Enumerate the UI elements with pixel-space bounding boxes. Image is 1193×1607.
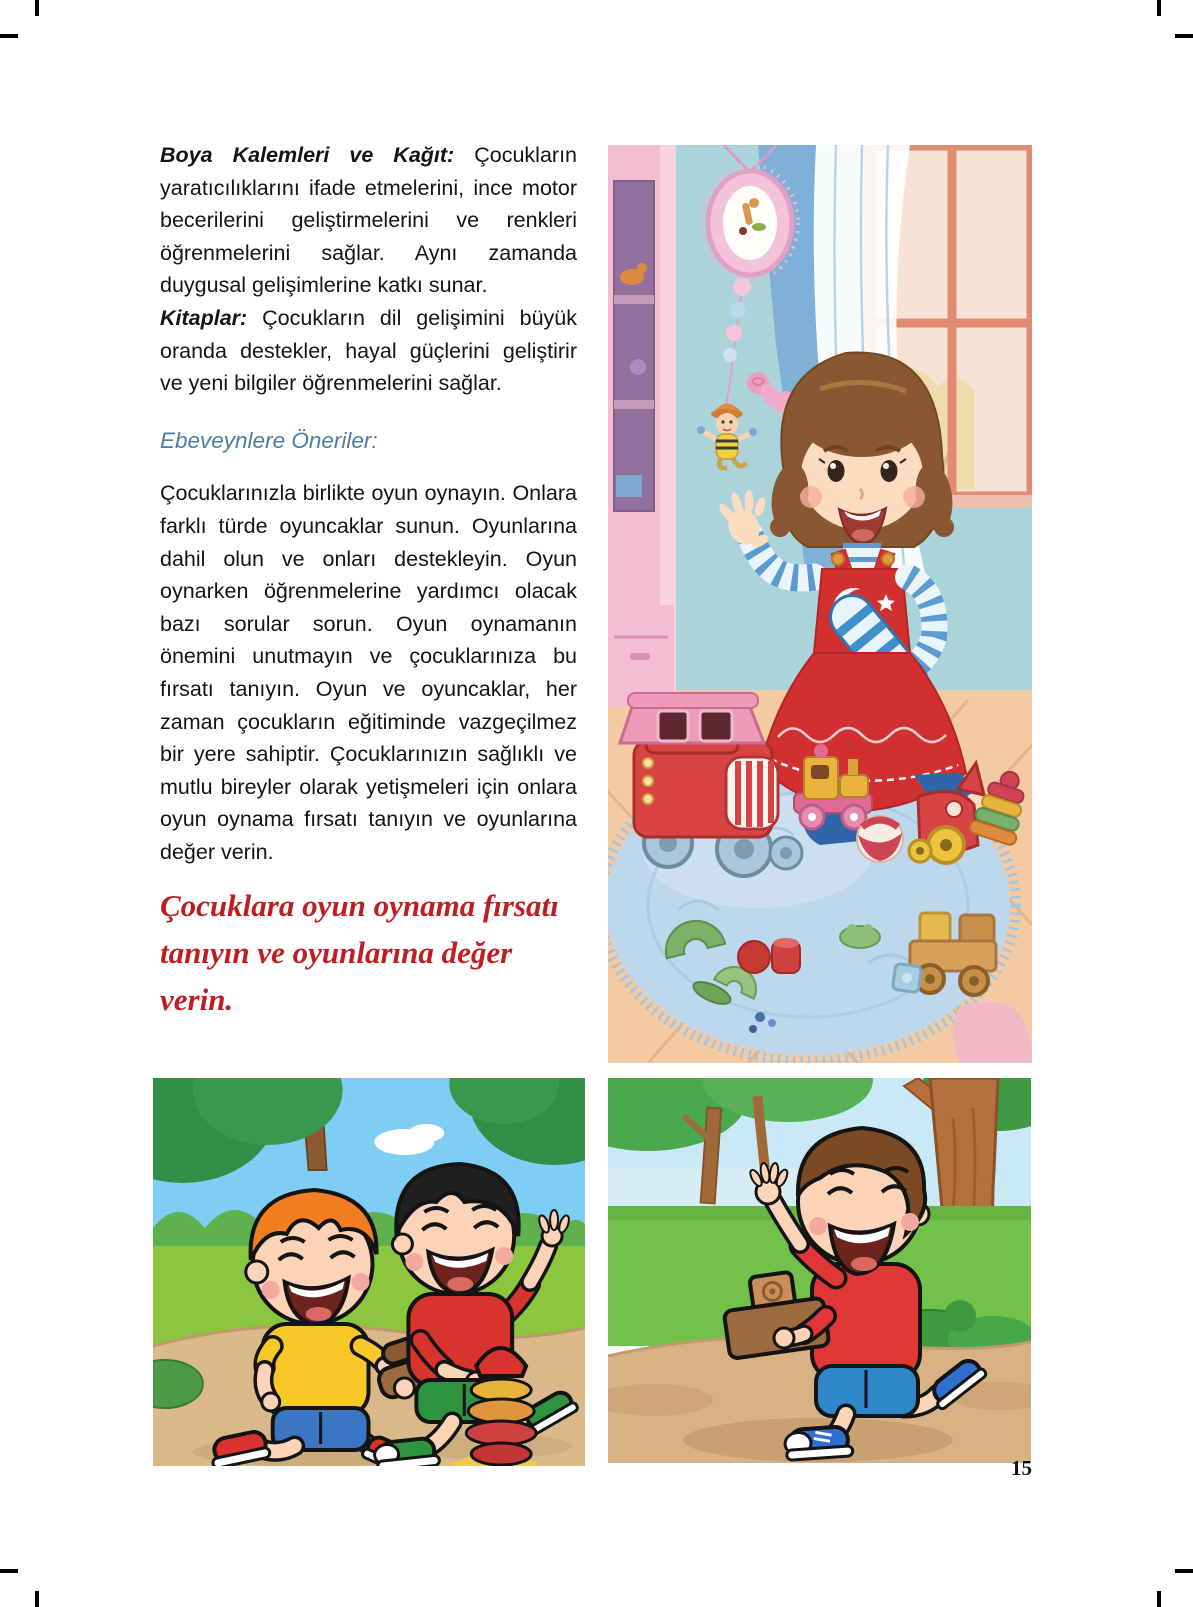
paragraph-crayons xyxy=(160,139,577,302)
crop-mark-top-right-v xyxy=(1157,0,1161,16)
running-boy-illustration xyxy=(608,1078,1031,1463)
pull-quote: Çocuklara oyun oynama fırsatı tanıyın ve oyunlarına değer verin. xyxy=(160,888,559,1018)
girl-bangs xyxy=(798,377,926,457)
nursery-girl-illustration xyxy=(608,145,1032,1063)
lead-books: Kitaplar: xyxy=(160,305,248,330)
page-number: 15 xyxy=(1011,1456,1032,1480)
boys-playing-illustration xyxy=(153,1078,585,1466)
crop-mark-bottom-right-h xyxy=(1175,1569,1193,1573)
front-blue-shoe xyxy=(784,1426,853,1461)
crop-mark-bottom-left-v xyxy=(35,1591,39,1607)
subheading-parent-tips: Ebeveynlere Öneriler: xyxy=(160,427,378,453)
crop-mark-bottom-left-h xyxy=(0,1569,18,1573)
crop-mark-bottom-right-v xyxy=(1157,1591,1161,1607)
crop-mark-top-left-v xyxy=(35,0,39,16)
paragraph-advice: Çocuklarınızla birlikte oyun oynayın. Onlara farklı türde oyuncaklar sunun. Oyunlarına dahil olun ve onları destekleyin. Oyun oynarken öğrenmelerine yardımcı olacak bazı sorular sorun. Oyun oynamanın önemini unutmayın ve çocuklarınıza bu fırsatı tanıyın. Oyun ve oyuncaklar, her zaman çocukların eğitiminde vazgeçilmez bir yere sahiptir. Çocuklarınızın sağlıklı ve mutlu bireyler olarak yetişmeleri için onlara oyun oynama fırsatı tanıyın ve oyunlarına değer verin. xyxy=(160,481,577,864)
lead-crayons: Boya Kalemleri ve Kağıt: xyxy=(160,143,455,167)
wardrobe xyxy=(608,145,676,707)
boys-playing-svg xyxy=(153,1078,585,1466)
toy-striped-ball xyxy=(857,816,903,862)
crop-mark-top-right-h xyxy=(1175,34,1193,38)
nursery-girl-svg xyxy=(608,145,1032,1063)
running-boy-svg xyxy=(608,1078,1031,1463)
article-text-column xyxy=(160,139,577,1023)
crop-mark-top-left-h xyxy=(0,34,18,38)
paragraph-books-text: Çocukların dil gelişimini büyük oranda destekler, hayal güçlerini geliştirir ve yeni bilgiler öğrenmelerini sağlar. xyxy=(160,305,577,396)
paragraph-crayons-text: Çocukların yaratıcılıklarını ifade etmelerini, ince motor becerilerini geliştirmelerini ve renkleri öğrenmelerini sağlar. Aynı zamanda duygusal gelişimlerine katkı sunar. xyxy=(160,143,577,298)
paragraph-books xyxy=(160,302,577,400)
